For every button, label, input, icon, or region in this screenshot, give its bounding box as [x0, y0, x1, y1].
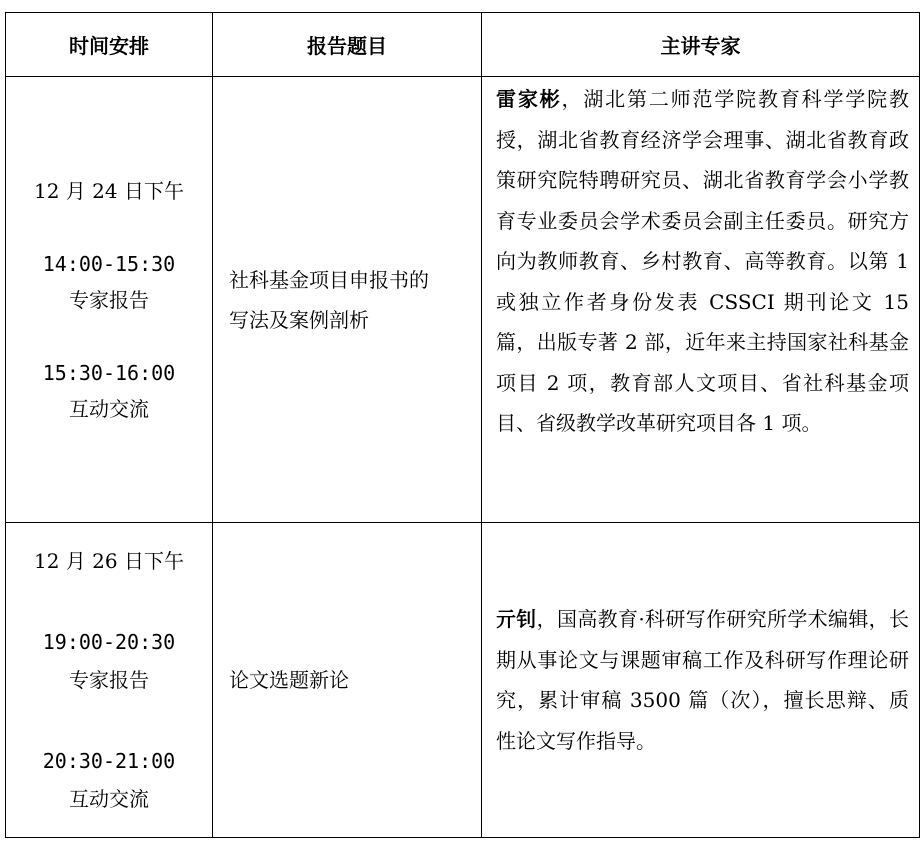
- report-time: 19:00-20:30: [42, 630, 176, 654]
- exchange-label: 互动交流: [69, 787, 149, 811]
- schedule-table: [5, 12, 920, 838]
- expert-cell: [482, 523, 920, 838]
- report-label: 专家报告: [69, 287, 149, 312]
- header-row: [6, 13, 920, 77]
- topic-cell: [213, 523, 482, 838]
- exchange-label: 互动交流: [69, 396, 149, 421]
- report-time: 14:00-15:30: [42, 251, 176, 276]
- session-date: 12 月 24 日下午: [34, 178, 184, 203]
- expert-cell: [482, 77, 920, 523]
- table-row: [6, 523, 920, 838]
- topic-line: 社科基金项目申报书的: [229, 267, 429, 292]
- session-date: 12 月 26 日下午: [34, 549, 184, 573]
- exchange-time: 15:30-16:00: [42, 360, 176, 385]
- report-label: 专家报告: [69, 668, 149, 692]
- header-expert: 主讲专家: [482, 13, 920, 77]
- expert-name: 雷家彬: [496, 87, 562, 111]
- expert-name: 亓钊: [496, 607, 537, 631]
- time-cell: [6, 523, 213, 838]
- topic-line: 论文选题新论: [229, 668, 349, 692]
- exchange-time: 20:30-21:00: [42, 749, 176, 773]
- time-cell: [6, 77, 213, 523]
- expert-bio: ，国高教育·科研写作研究所学术编辑，长期从事论文与课题审稿工作及科研写作理论研究，累计审稿 3500 篇（次），擅长思辩、质性论文写作指导。: [496, 607, 910, 753]
- header-time: 时间安排: [6, 13, 213, 77]
- header-topic: 报告题目: [213, 13, 482, 77]
- expert-bio: ，湖北第二师范学院教育科学学院教授，湖北省教育经济学会理事、湖北省教育政策研究院特聘研究员、湖北省教育学会小学教育专业委员会学术委员会副主任委员。研究方向为教师教育、乡村教育、高等教育。以第 1 或独立作者身份发表 CSSCI 期刊论文 15 篇，出版专著 2 部，近年来主持国家社科基金项目 2 项，教育部人文项目、省社科基金项目、省级教学改革研究项目各 1 项。: [496, 87, 909, 435]
- topic-cell: [213, 77, 482, 523]
- topic-line: 写法及案例剖析: [229, 307, 369, 332]
- table-row: [6, 77, 920, 523]
